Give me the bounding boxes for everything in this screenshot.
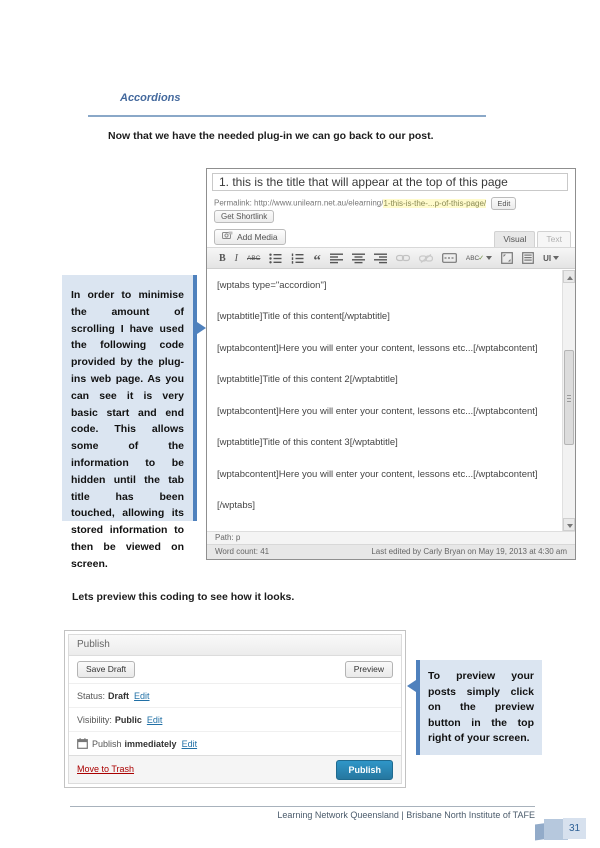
italic-icon[interactable]: I <box>234 252 239 264</box>
editor-content-area[interactable] <box>207 270 575 531</box>
publish-panel-screenshot <box>64 630 406 788</box>
preview-caption: Lets preview this coding to see how it looks. <box>72 591 295 603</box>
editor-mode-tabs <box>494 231 571 247</box>
tab-text[interactable]: Text <box>537 231 571 247</box>
link-icon[interactable] <box>396 254 410 262</box>
strikethrough-icon[interactable]: ABC <box>247 254 261 262</box>
scroll-down-icon[interactable] <box>563 518 575 531</box>
shortcode-line: [wptabcontent]Here you will enter your content, lessons etc...[/wptabcontent] <box>217 343 538 354</box>
right-callout-pointer <box>407 680 416 692</box>
visibility-label: Visibility: <box>77 714 112 725</box>
numbered-list-icon[interactable] <box>291 253 304 264</box>
permalink-edit-button[interactable]: Edit <box>491 197 516 210</box>
up-arrow-icon <box>567 276 573 280</box>
visibility-value: Public <box>114 714 142 725</box>
scrollbar-thumb[interactable] <box>564 350 574 445</box>
schedule-row <box>69 732 401 756</box>
save-draft-button[interactable]: Save Draft <box>77 661 135 678</box>
minor-publishing-actions <box>69 656 401 684</box>
visibility-edit-link[interactable]: Edit <box>146 714 163 725</box>
add-media-button[interactable] <box>214 229 286 245</box>
permalink-label: Permalink: <box>214 198 252 208</box>
schedule-value: immediately <box>124 738 177 749</box>
tab-visual[interactable]: Visual <box>494 231 535 247</box>
last-edited: Last edited by Carly Bryan on May 19, 2013 at 4:30 am <box>371 547 567 556</box>
editor-toolbar <box>207 247 575 269</box>
preview-button[interactable]: Preview <box>345 661 393 678</box>
footer-text: Learning Network Queensland | Brisbane North Institute of TAFE <box>277 810 535 820</box>
permalink-row <box>214 197 516 210</box>
get-shortlink-button[interactable]: Get Shortlink <box>214 210 274 223</box>
section-heading: Accordions <box>120 92 181 104</box>
kitchen-sink-icon[interactable] <box>522 252 534 264</box>
schedule-label: Publish <box>92 738 122 749</box>
shortcode-line: [/wptabs] <box>217 500 256 511</box>
shortcode-line: [wptabtitle]Title of this content 3[/wptabtitle] <box>217 437 398 448</box>
post-title-input[interactable]: 1. this is the title that will appear at the top of this page <box>212 173 568 191</box>
scrollbar-grip-icon <box>567 395 571 402</box>
bullet-list-icon[interactable] <box>269 253 282 264</box>
shortcode-line: [wptabcontent]Here you will enter your content, lessons etc...[/wptabcontent] <box>217 469 538 480</box>
ui-caret-icon <box>553 256 559 260</box>
align-center-icon[interactable] <box>352 253 365 264</box>
shortcode-line: [wptabcontent]Here you will enter your content, lessons etc...[/wptabcontent] <box>217 406 538 417</box>
wordpress-editor-screenshot <box>206 168 576 560</box>
publish-header: Publish <box>69 635 401 656</box>
shortcode-line: [wptabs type="accordion"] <box>217 280 327 291</box>
calendar-icon <box>77 738 88 749</box>
add-media-icon <box>222 230 233 244</box>
fullscreen-icon[interactable] <box>501 252 513 264</box>
footer-divider <box>70 806 535 807</box>
publish-metabox <box>68 634 402 784</box>
status-row <box>69 684 401 708</box>
shortcode-line: [wptabtitle]Title of this content 2[/wptabtitle] <box>217 374 398 385</box>
editor-path-bar: Path: p <box>207 531 575 544</box>
permalink-base-url: http://www.unilearn.net.au/elearning/ <box>254 198 384 208</box>
editor-status-bar <box>207 544 575 559</box>
add-media-label: Add Media <box>237 232 278 242</box>
ui-dropdown-button[interactable]: UI <box>543 254 559 263</box>
major-publishing-actions <box>69 755 401 783</box>
spellcheck-icon[interactable]: ABC ✓ <box>466 254 492 262</box>
shortcode-line: [wptabtitle]Title of this content[/wptabtitle] <box>217 311 390 322</box>
more-tag-icon[interactable] <box>442 253 457 263</box>
schedule-edit-link[interactable]: Edit <box>181 738 198 749</box>
publish-button[interactable]: Publish <box>336 760 393 780</box>
heading-divider <box>88 115 486 117</box>
page-number: 31 <box>563 818 586 839</box>
unlink-icon[interactable] <box>419 254 433 263</box>
intro-paragraph: Now that we have the needed plug-in we can go back to our post. <box>108 130 434 142</box>
spellcheck-caret-icon <box>486 256 492 260</box>
align-left-icon[interactable] <box>330 253 343 264</box>
bold-icon[interactable]: B <box>219 252 226 264</box>
status-label: Status: <box>77 690 106 701</box>
right-callout-note: To preview your posts simply click on the preview button in the top right of your screen. <box>416 660 542 755</box>
blockquote-icon[interactable]: “ <box>313 253 321 269</box>
word-count: Word count: 41 <box>215 547 270 556</box>
scroll-up-icon[interactable] <box>563 270 575 283</box>
status-edit-link[interactable]: Edit <box>134 690 150 701</box>
left-callout-note: In order to minimise the amount of scrolling I have used the following code provided by the plug-ins web page. As you can see it is very basic start and end code. This allows some of the information to be hidden until the tab title has been touched, allowing its stored information to then be viewed on screen. <box>62 275 197 521</box>
left-callout-pointer <box>197 322 206 334</box>
move-to-trash-link[interactable]: Move to Trash <box>77 764 135 774</box>
permalink-slug: 1-this-is-the-...p-of-this-page/ <box>383 198 487 208</box>
align-right-icon[interactable] <box>374 253 387 264</box>
status-value: Draft <box>108 690 130 701</box>
visibility-row <box>69 708 401 732</box>
down-arrow-icon <box>567 524 573 528</box>
editor-scrollbar[interactable] <box>562 270 575 531</box>
